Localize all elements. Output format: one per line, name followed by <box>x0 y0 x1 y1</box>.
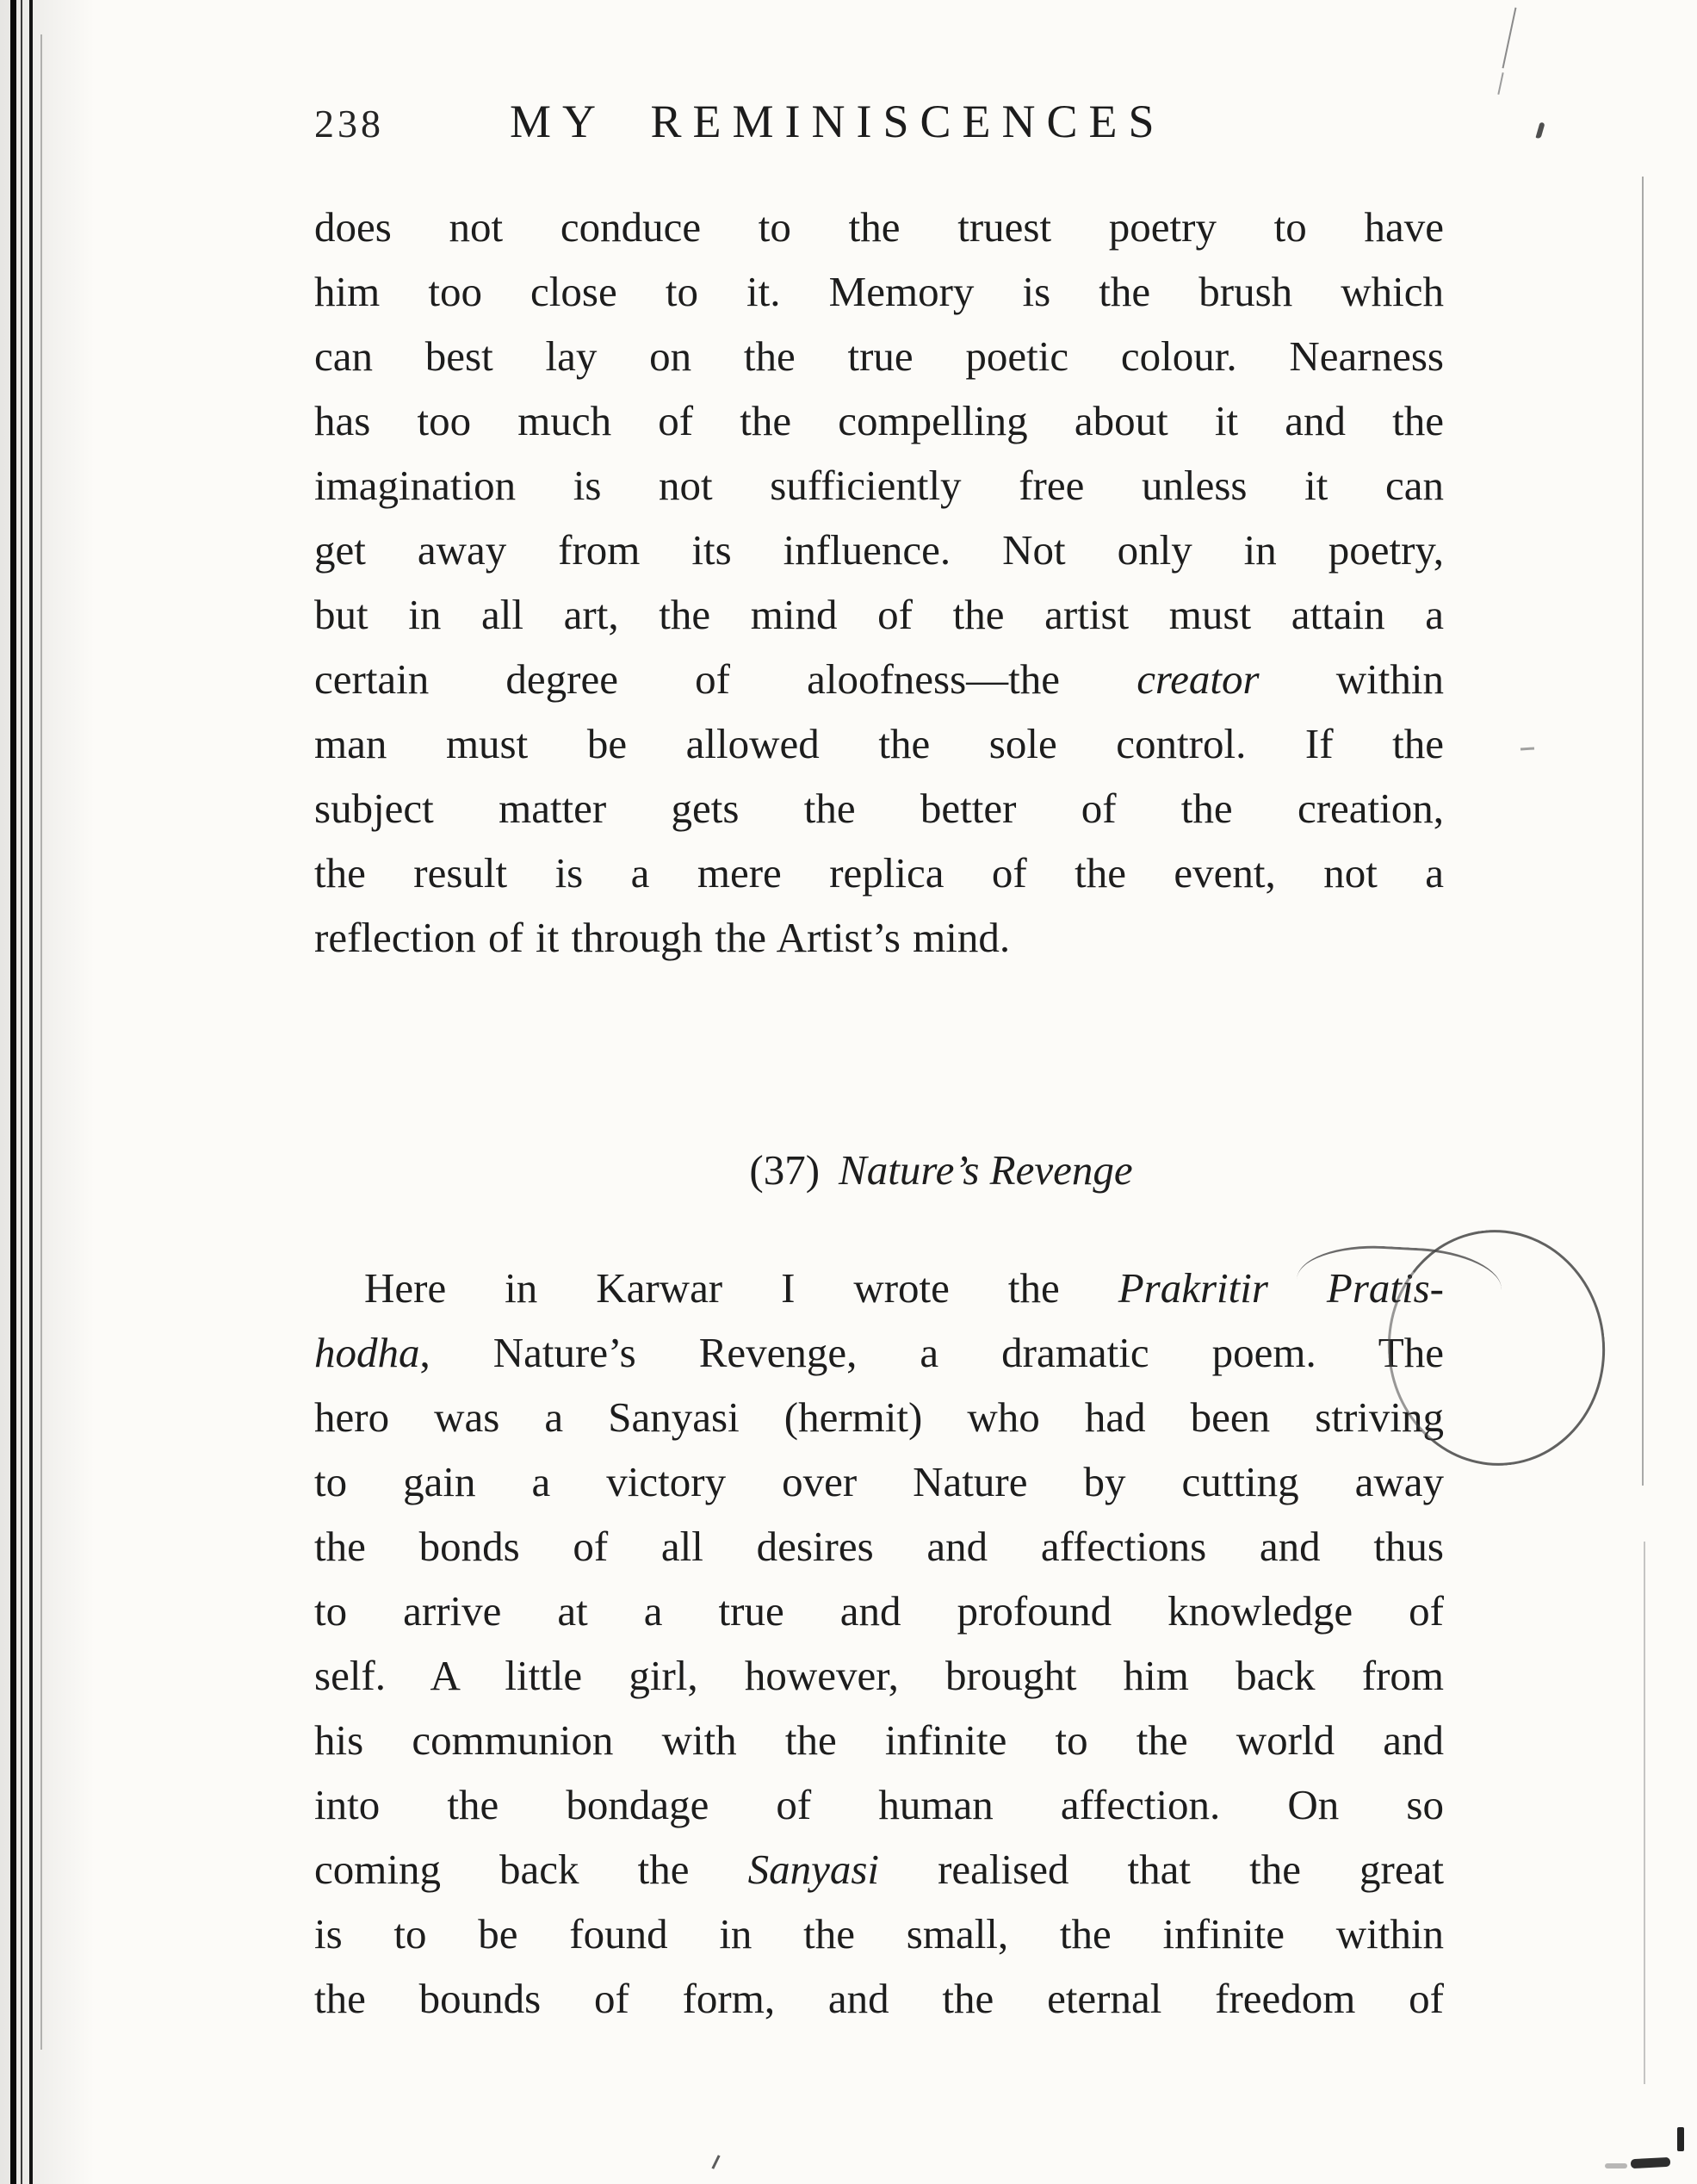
text-line <box>314 1514 1444 1579</box>
text-segment: to gain a victory over Nature by cutting away <box>314 1458 1444 1505</box>
text-line <box>314 841 1444 905</box>
text-segment: man must be allowed the sole control. If the <box>314 720 1444 767</box>
section-title: Nature’s Revenge <box>839 1146 1133 1194</box>
text-line <box>314 195 1444 259</box>
scan-slash-mark <box>1502 8 1517 69</box>
binding-line <box>40 34 42 2050</box>
text-segment: subject matter gets the better of the creation, <box>314 785 1444 832</box>
scan-dash-mark <box>1520 747 1534 750</box>
text-line <box>314 582 1444 647</box>
binding-line <box>29 0 33 2184</box>
text-segment: but in all art, the mind of the artist must attain a <box>314 591 1444 638</box>
text-segment: self. A little girl, however, brought him back from <box>314 1652 1444 1699</box>
text-segment: into the bondage of human affection. On so <box>314 1781 1444 1828</box>
running-title: MY REMINISCENCES <box>510 96 1166 147</box>
text-segment: to arrive at a true and profound knowledge of <box>314 1587 1444 1635</box>
binding-line <box>21 0 22 2184</box>
text-line <box>314 1772 1444 1837</box>
text-line <box>314 776 1444 841</box>
text-segment: can best lay on the true poetic colour. Nearness <box>314 332 1444 380</box>
scan-slash-mark <box>1497 72 1503 95</box>
section-heading <box>314 1145 1444 1194</box>
text-line <box>314 905 1444 970</box>
text-line <box>314 1643 1444 1708</box>
binding-line <box>10 0 16 2184</box>
text-segment: reflection of it through the Artist’s mind. <box>314 914 1011 961</box>
text-segment: the result is a mere replica of the event, not a <box>314 849 1444 897</box>
text-line <box>314 1320 1444 1385</box>
body-paragraph <box>314 1256 1444 2031</box>
scan-tick-mark <box>711 2155 720 2169</box>
text-segment: certain degree of aloofness—the <box>314 655 1137 703</box>
text-line <box>314 518 1444 582</box>
text-line <box>314 1837 1444 1902</box>
running-header <box>314 95 1444 148</box>
text-line <box>314 324 1444 388</box>
italic-text-segment: Prakritir Pratis- <box>1118 1264 1444 1312</box>
text-line <box>314 259 1444 324</box>
scan-smudge <box>1605 2163 1627 2168</box>
margin-rule <box>1644 1542 1645 2084</box>
section-number: (37) <box>749 1146 821 1194</box>
text-line <box>314 1256 1444 1320</box>
text-line <box>314 1708 1444 1772</box>
text-segment: is to be found in the small, the infinite within <box>314 1910 1444 1958</box>
text-segment: the bounds of form, and the eternal freedom of <box>314 1975 1444 2022</box>
body-paragraph <box>314 195 1444 970</box>
text-segment: him too close to it. Memory is the brush which <box>314 268 1444 315</box>
scan-smudge <box>1631 2157 1671 2168</box>
text-segment: hero was a Sanyasi (hermit) who had been striving <box>314 1393 1444 1441</box>
italic-text-segment: creator <box>1136 655 1260 703</box>
text-line <box>314 1579 1444 1643</box>
scan-comma-mark <box>1535 122 1545 140</box>
text-segment: , Nature’s Revenge, a dramatic poem. The <box>419 1329 1444 1376</box>
text-segment: Here in Karwar I wrote the <box>364 1264 1118 1312</box>
scan-tick-mark <box>1677 2127 1684 2151</box>
text-line <box>314 1385 1444 1449</box>
italic-text-segment: Sanyasi <box>747 1846 880 1893</box>
text-line <box>314 711 1444 776</box>
text-segment: the bonds of all desires and affections and thus <box>314 1523 1444 1570</box>
margin-rule <box>1642 177 1644 1486</box>
text-segment: imagination is not sufficiently free unless it can <box>314 462 1444 509</box>
text-segment: has too much of the compelling about it and the <box>314 397 1444 444</box>
text-segment: get away from its influence. Not only in poetry, <box>314 526 1444 574</box>
text-line <box>314 1966 1444 2031</box>
text-line <box>314 388 1444 453</box>
italic-text-segment: hodha <box>314 1329 420 1376</box>
text-segment: within <box>1259 655 1444 703</box>
text-segment: does not conduce to the truest poetry to have <box>314 203 1444 251</box>
page-number: 238 <box>314 102 384 146</box>
text-segment: his communion with the infinite to the world and <box>314 1716 1444 1764</box>
text-line <box>314 1449 1444 1514</box>
text-segment: realised that the great <box>879 1846 1444 1893</box>
text-segment: coming back the <box>314 1846 748 1893</box>
section-heading-text <box>749 1146 1132 1194</box>
text-line <box>314 647 1444 711</box>
text-line <box>314 453 1444 518</box>
text-line <box>314 1902 1444 1966</box>
